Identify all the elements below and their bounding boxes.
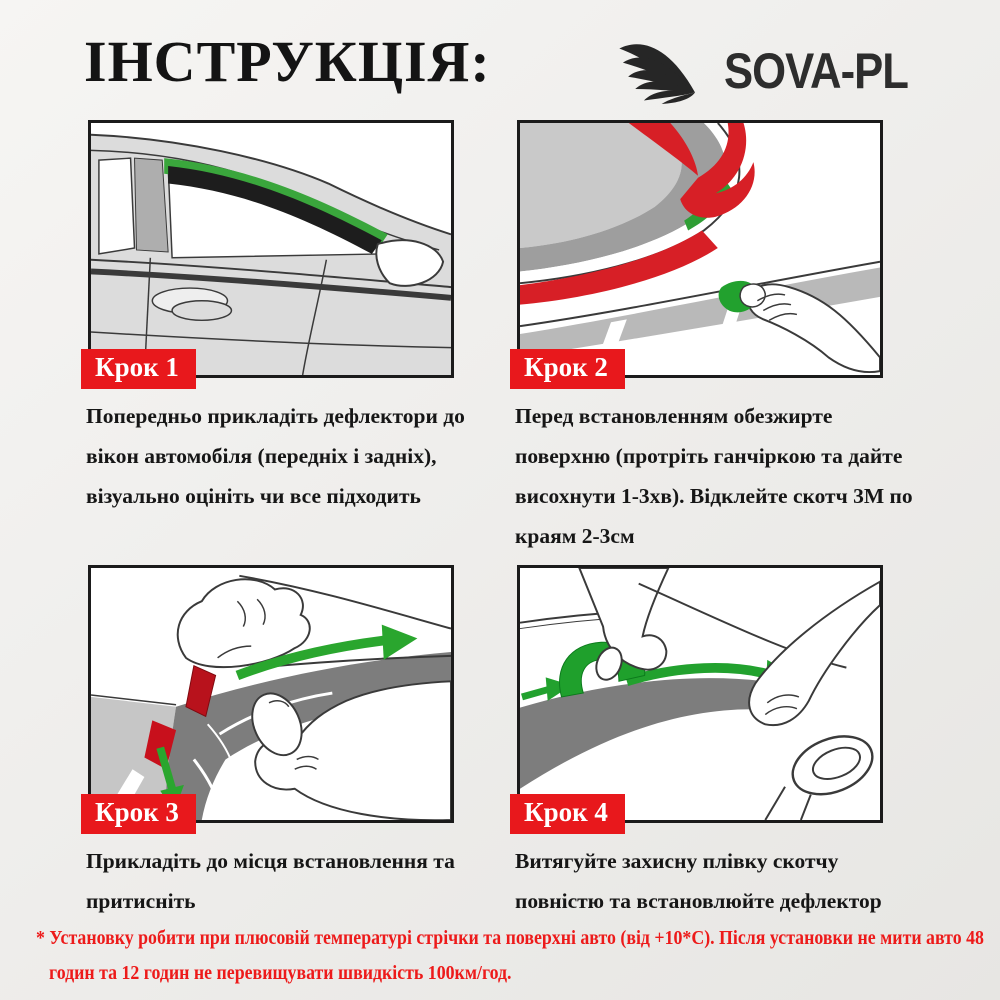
step-4 bbox=[515, 565, 883, 913]
step-2-panel bbox=[517, 120, 883, 382]
step-3-text: Прикладіть до місця встановлення та притисніть bbox=[86, 849, 455, 913]
press-deflector-illustration bbox=[91, 568, 451, 820]
step-1-panel bbox=[88, 120, 454, 382]
step-1-text: Попередньо прикладіть дефлектори до вікон автомобіля (передніх і задніх), візуально оцініть чи все підходить bbox=[86, 404, 465, 508]
step-4-badge: Крок 4 bbox=[510, 794, 625, 834]
brand-name: SOVA-PL bbox=[724, 41, 908, 99]
step-2-text: Перед встановленням обезжирте поверхню (протріть ганчіркою та дайте висохнути 1-3хв). Відклейте скотч 3М по краям 2-3см bbox=[515, 404, 913, 548]
brand-logo bbox=[616, 38, 914, 104]
step-4-text: Витягуйте захисну плівку скотчу повністю та встановлюйте дефлектор bbox=[515, 849, 882, 913]
wing-icon bbox=[616, 38, 716, 104]
step-3-panel bbox=[88, 565, 454, 827]
step-2 bbox=[515, 120, 913, 548]
step-2-badge: Крок 2 bbox=[510, 349, 625, 389]
step-1 bbox=[86, 120, 465, 508]
car-door-deflector-illustration bbox=[91, 123, 451, 375]
step-3-badge: Крок 3 bbox=[81, 794, 196, 834]
step-4-panel bbox=[517, 565, 883, 827]
footnote: * Установку робити при плюсовій температурі стрічки та поверхні авто (від +10*С). Після установки не мити авто 48 годин та 12 годин не перевищувати швидкість 100км/год. bbox=[36, 927, 984, 984]
step-3 bbox=[86, 565, 455, 913]
pull-film-illustration bbox=[520, 568, 880, 820]
step-1-badge: Крок 1 bbox=[81, 349, 196, 389]
page-title: ІНСТРУКЦІЯ: bbox=[84, 29, 491, 94]
peel-tape-illustration bbox=[520, 123, 880, 375]
